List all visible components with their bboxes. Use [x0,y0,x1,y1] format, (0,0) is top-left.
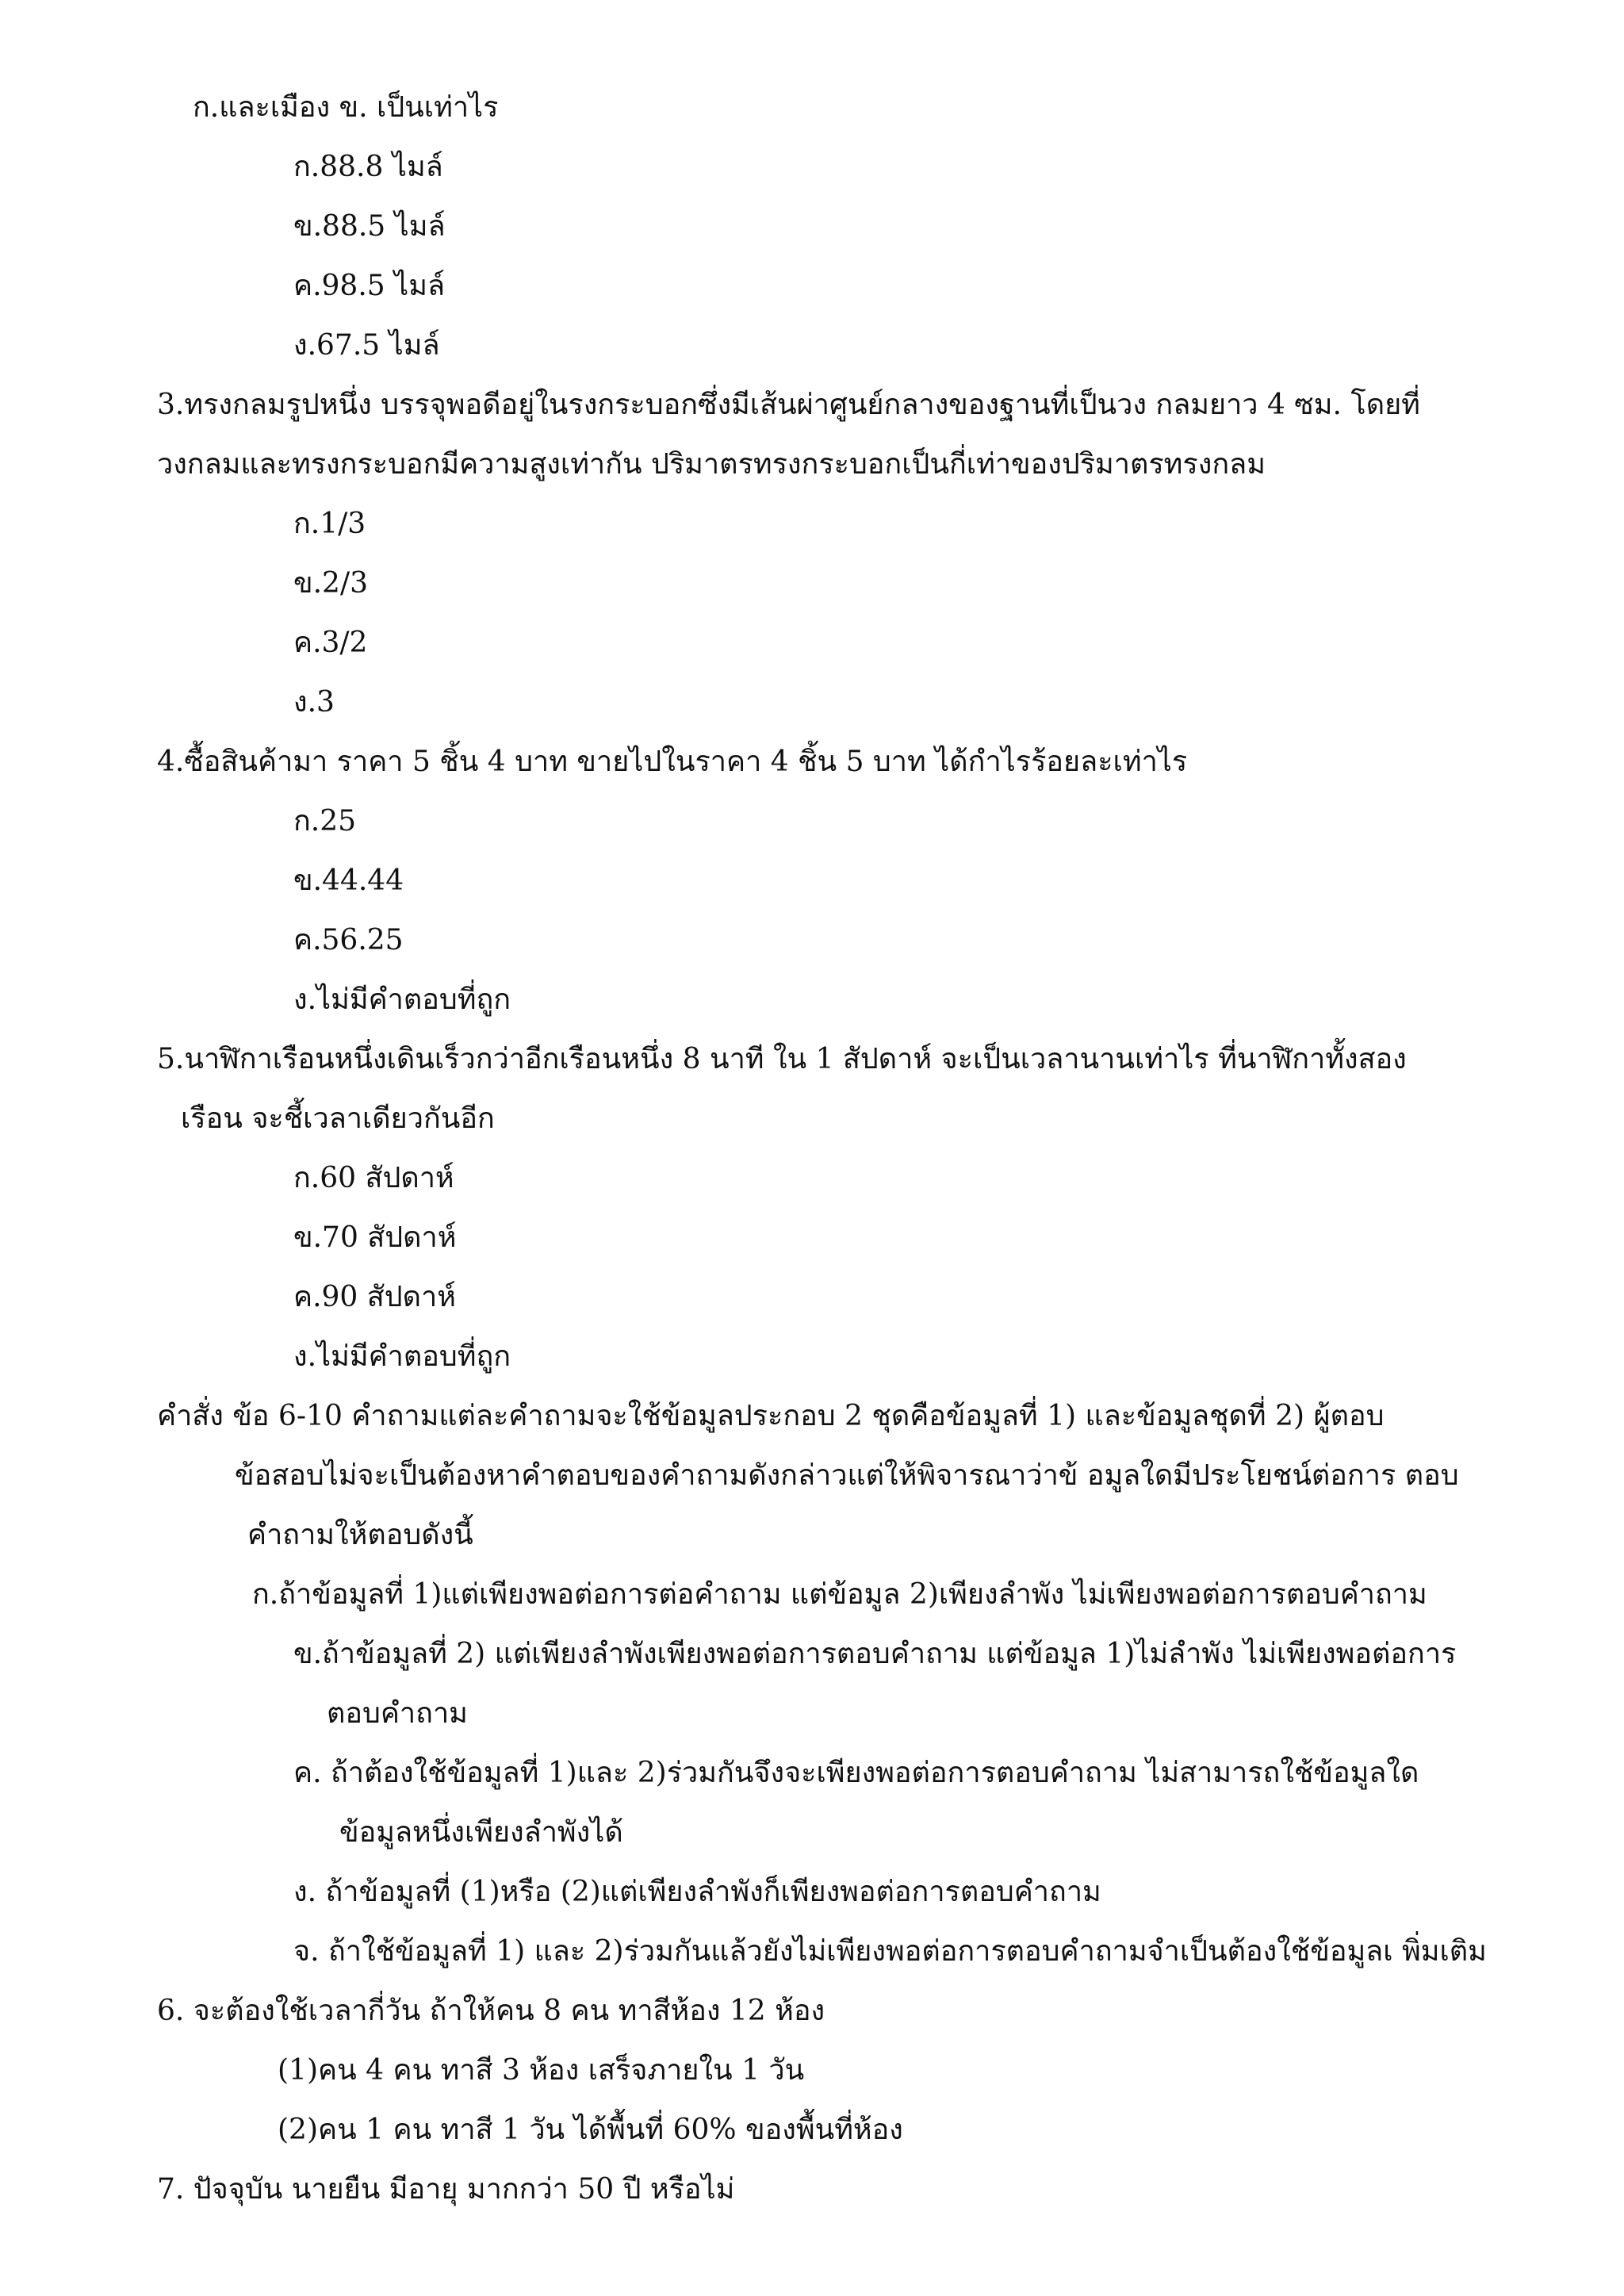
q3-option-a: ก.1/3 [293,508,366,540]
q3-option-c: ค.3/2 [293,627,368,659]
q2-option-d: ง.67.5 ไมล์ [293,329,440,362]
q3-option-b: ข.2/3 [293,567,368,600]
q5-option-d: ง.ไม่มีคำตอบที่ถูก [293,1340,511,1373]
question-3-text-cont: วงกลมและทรงกระบอกมีความสูงเท่ากัน ปริมาตรทรงกระบอกเป็นกี่เท่าของปริมาตรทรงกลม [157,448,1266,481]
question-3-text: 3.ทรงกลมรูปหนึ่ง บรรจุพอดีอยู่ในรงกระบอกซึ่งมีเส้นผ่าศูนย์กลางของฐานที่เป็นวง กลมยาว 4 ซม. โดยที่ [157,389,1420,421]
q5-option-a: ก.60 สัปดาห์ [293,1162,454,1194]
question-5-text: 5.นาฬิกาเรือนหนึ่งเดินเร็วกว่าอีกเรือนหนึ่ง 8 นาที ใน 1 สัปดาห์ จะเป็นเวลานานเท่าไร ที่นาฬิกาทั้งสอง [157,1043,1407,1075]
q5-option-c: ค.90 สัปดาห์ [293,1281,456,1313]
q2-option-c: ค.98.5 ไมล์ [293,270,446,302]
question-4-text: 4.ซื้อสินค้ามา ราคา 5 ชิ้น 4 บาท ขายไปในราคา 4 ชิ้น 5 บาท ได้กำไรร้อยละเท่าไร [157,746,1188,778]
q6-data-2: (2)คน 1 คน ทาสี 1 วัน ได้พื้นที่ 60% ของพื้นที่ห้อง [278,2114,903,2146]
question-6-text: 6. จะต้องใช้เวลากี่วัน ถ้าให้คน 8 คน ทาสีห้อง 12 ห้อง [157,1995,825,2027]
question-2-continuation: ก.และเมือง ข. เป็นเท่าไร [193,91,499,124]
instructions-text: ข้อสอบไม่จะเป็นต้องหาคำตอบของคำถามดังกล่าวแต่ให้พิจารณาว่าข้ อมูลใดมีประโยชน์ต่อการ ตอบ [235,1459,1459,1492]
instruction-choice-b: ข.ถ้าข้อมูลที่ 2) แต่เพียงลำพังเพียงพอต่อการตอบคำถาม แต่ข้อมูล 1)ไม่ลำพัง ไม่เพียงพอต่อการ [293,1638,1457,1670]
q6-data-1: (1)คน 4 คน ทาสี 3 ห้อง เสร็จภายใน 1 วัน [278,2054,805,2087]
instruction-choice-b-cont: ตอบคำถาม [327,1697,468,1730]
q4-option-a: ก.25 [293,805,357,838]
q4-option-b: ข.44.44 [293,864,404,897]
q3-option-d: ง.3 [293,686,335,719]
question-5-text-cont: เรือน จะชี้เวลาเดียวกันอีก [181,1102,495,1135]
instruction-choice-e: จ. ถ้าใช้ข้อมูลที่ 1) และ 2)ร่วมกันแล้วยังไม่เพียงพอต่อการตอบคำถามจำเป็นต้องใช้ข้อมูลเ พิ่มเติม [293,1935,1487,1968]
q5-option-b: ข.70 สัปดาห์ [293,1221,457,1254]
question-7-text: 7. ปัจจุบัน นายยืน มีอายุ มากกว่า 50 ปี หรือไม่ [157,2173,735,2206]
q4-option-d: ง.ไม่มีคำตอบที่ถูก [293,983,511,1016]
instruction-choice-a: ก.ถ้าข้อมูลที่ 1)แต่เพียงพอต่อการต่อคำถาม แต่ข้อมูล 2)เพียงลำพัง ไม่เพียงพอต่อการตอบคำถาม [252,1578,1427,1611]
q2-option-a: ก.88.8 ไมล์ [293,151,443,183]
q4-option-c: ค.56.25 [293,924,404,956]
q2-option-b: ข.88.5 ไมล์ [293,210,446,243]
instruction-choice-d: ง. ถ้าข้อมูลที่ (1)หรือ (2)แต่เพียงลำพังก็เพียงพอต่อการตอบคำถาม [293,1876,1101,1908]
instructions-heading: คำสั่ง ข้อ 6-10 คำถามแต่ละคำถามจะใช้ข้อมูลประกอบ 2 ชุดคือข้อมูลที่ 1) และข้อมูลชุดที่ 2) ผู้ตอบ [157,1400,1385,1432]
instructions-text-cont: คำถามให้ตอบดังนี้ [247,1519,473,1551]
instruction-choice-c: ค. ถ้าต้องใช้ข้อมูลที่ 1)และ 2)ร่วมกันจึงจะเพียงพอต่อการตอบคำถาม ไม่สามารถใช้ข้อมูลใด [293,1757,1419,1789]
instruction-choice-c-cont: ข้อมูลหนึ่งเพียงลำพังได้ [339,1816,623,1849]
